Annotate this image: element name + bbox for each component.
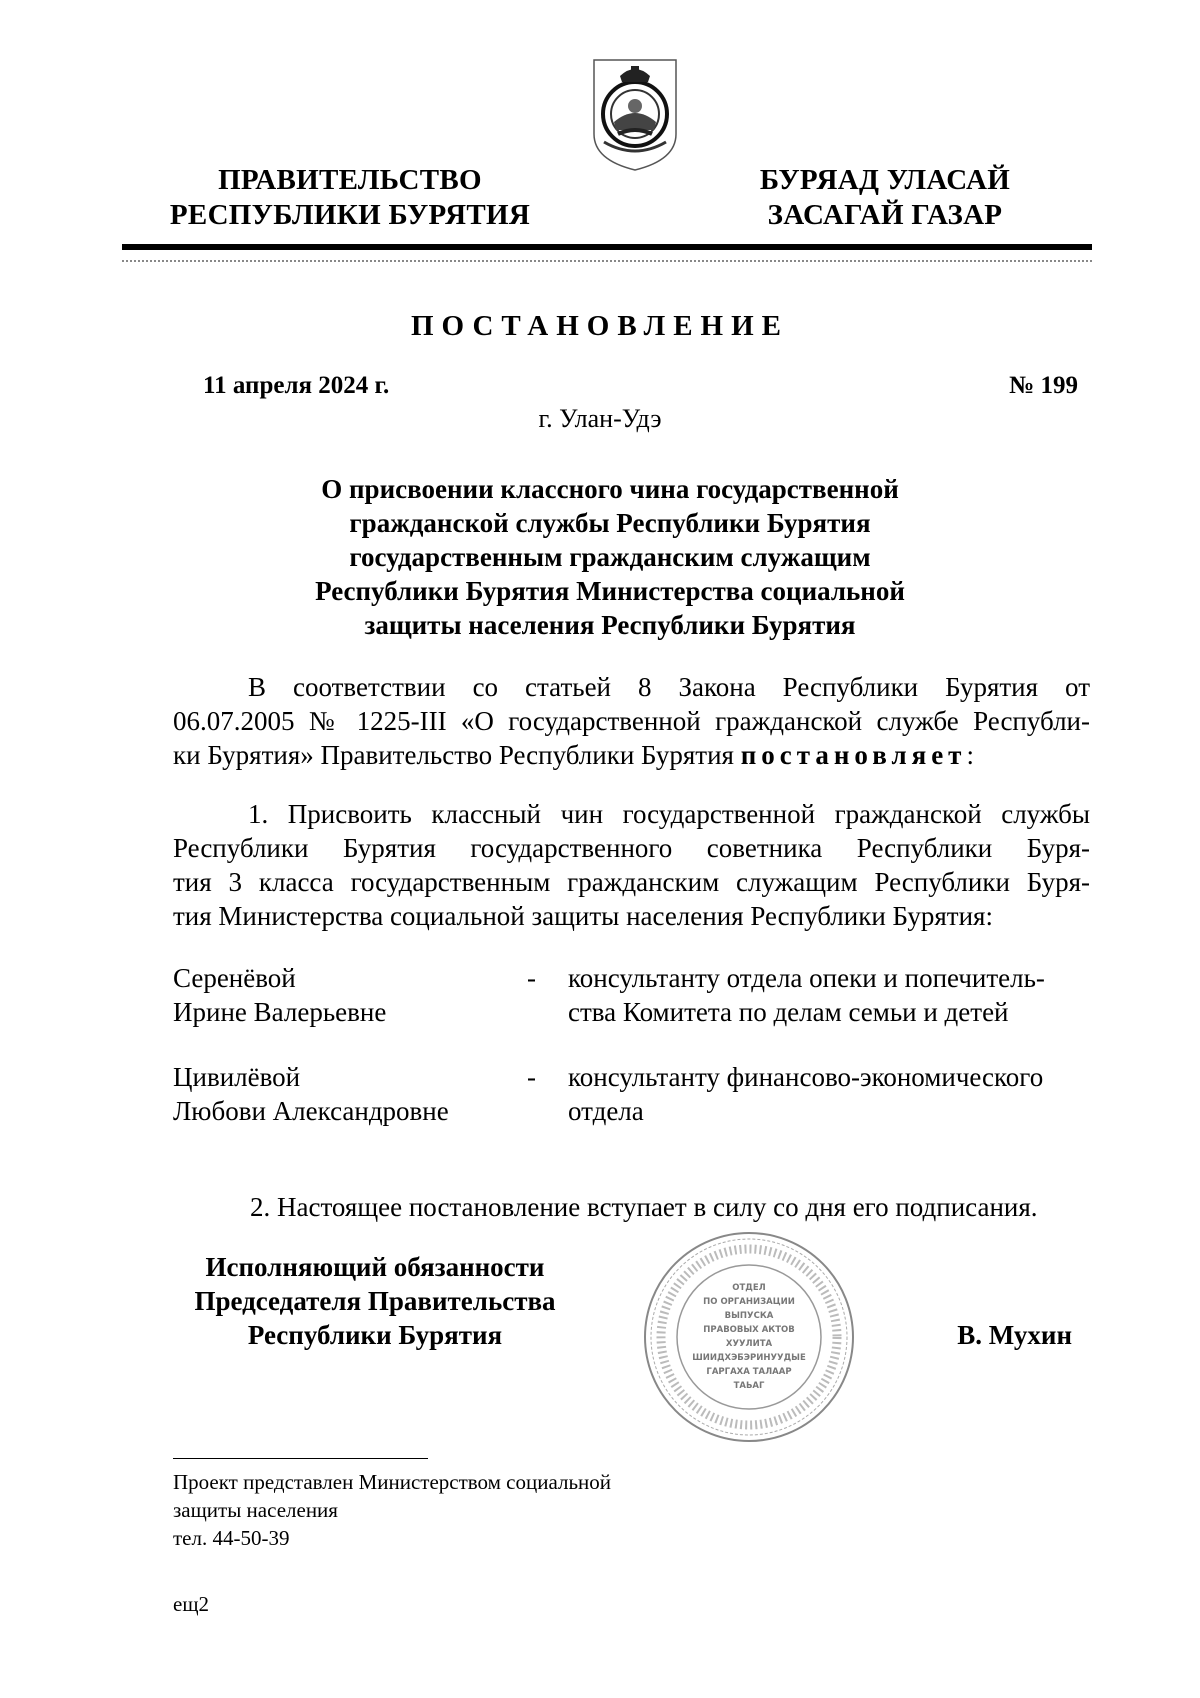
government-name-line: ЗАСАГАЙ ГАЗАР <box>767 199 1003 231</box>
subject-line: Республики Бурятия Министерства социальной <box>315 576 905 606</box>
stamp-text: ШИИДХЭБЭРИНУУДЫЕ <box>692 1353 806 1363</box>
person-name-line: Ирине Валерьевне <box>173 997 387 1027</box>
person-position-line: консультанту отдела опеки и попечитель- <box>568 963 1045 993</box>
header-divider <box>122 244 1092 250</box>
signatory-title-line: Председателя Правительства <box>194 1286 556 1316</box>
signatory-title-line: Республики Бурятия <box>247 1320 503 1350</box>
document-number: № 199 <box>1009 372 1078 399</box>
person-name-line: Цивилёвой <box>173 1062 301 1092</box>
person-position-line: консультанту финансово-экономического <box>568 1062 1044 1092</box>
person-position-line: отдела <box>568 1096 644 1126</box>
stamp-text: ПРАВОВЫХ АКТОВ <box>703 1325 795 1335</box>
intro-line: 06.07.2005 № 1225-III «О государственной гражданской службе Республи- <box>173 706 1090 736</box>
footnote-line: защиты населения <box>173 1498 338 1522</box>
person-dash: - <box>527 1062 536 1092</box>
stamp-text: ТАЬАГ <box>733 1381 765 1391</box>
subject-line: гражданской службы Республики Бурятия <box>349 508 871 538</box>
item-1-paragraph <box>173 797 1090 933</box>
item-1-line: тия Министерства социальной защиты населения Республики Бурятия: <box>173 901 993 931</box>
document-type-title: ПОСТАНОВЛЕНИЕ <box>410 310 789 342</box>
government-name-line: БУРЯАД УЛАСАЙ <box>759 164 1011 196</box>
subject-line: защиты населения Республики Бурятия <box>364 610 856 640</box>
person-name-line: Любови Александровне <box>173 1096 449 1126</box>
person-name <box>173 961 493 1029</box>
person-dash: - <box>527 963 536 993</box>
government-name-line: РЕСПУБЛИКИ БУРЯТИЯ <box>169 199 531 231</box>
footnote-line: Проект представлен Министерством социальной <box>173 1470 612 1494</box>
document-subject <box>250 472 970 642</box>
stamp-text: ХУУЛИТА <box>725 1339 773 1349</box>
subject-line: О присвоении классного чина государственной <box>321 474 899 504</box>
item-1-line: Республики Бурятия государственного советника Республики Буря- <box>173 833 1090 863</box>
person-name-line: Серенёвой <box>173 963 296 993</box>
coat-of-arms-icon <box>590 56 680 174</box>
person-position <box>568 961 1090 1029</box>
subject-line: государственным гражданским служащим <box>349 542 871 572</box>
resolution-keyword: постановляет <box>740 740 967 770</box>
item-2-paragraph: 2. Настоящее постановление вступает в силу со дня его подписания. <box>250 1192 1038 1222</box>
signatory-title-line: Исполняющий обязанности <box>205 1252 545 1282</box>
header-divider-thin <box>122 260 1092 262</box>
item-1-line: тия 3 класса государственным гражданским служащим Республики Буря- <box>173 867 1090 897</box>
signatory-name: В. Мухин <box>957 1320 1072 1350</box>
government-name-russian <box>160 163 540 233</box>
government-name-buryat <box>720 163 1050 233</box>
person-name <box>173 1060 493 1128</box>
document-city: г. Улан-Удэ <box>538 404 662 433</box>
signatory-title <box>170 1250 580 1352</box>
item-1-line: 1. Присвоить классный чин государственной гражданской службы <box>248 799 1090 829</box>
stamp-text: ВЫПУСКА <box>724 1311 774 1321</box>
intro-line <box>173 738 1090 772</box>
footnote <box>173 1468 611 1552</box>
government-name-line: ПРАВИТЕЛЬСТВО <box>218 164 482 196</box>
intro-line-text: ки Бурятия» Правительство Республики Бурятия <box>173 740 741 770</box>
person-position-line: ства Комитета по делам семьи и детей <box>568 997 1009 1027</box>
stamp-text: ОТДЕЛ <box>732 1283 766 1293</box>
stamp-text: ПО ОРГАНИЗАЦИИ <box>703 1297 795 1307</box>
person-position <box>568 1060 1090 1128</box>
intro-line: В соответствии со статьей 8 Закона Республики Бурятия от <box>248 672 1090 702</box>
intro-paragraph <box>173 670 1090 772</box>
document-code: ещ2 <box>173 1592 209 1616</box>
footnote-divider <box>173 1458 428 1459</box>
footnote-line: тел. 44-50-39 <box>173 1526 290 1550</box>
intro-line-end: : <box>966 740 974 770</box>
document-date: 11 апреля 2024 г. <box>203 372 390 399</box>
official-stamp-icon <box>640 1228 858 1446</box>
stamp-text: ГАРГАХА ТАЛААР <box>706 1367 792 1377</box>
